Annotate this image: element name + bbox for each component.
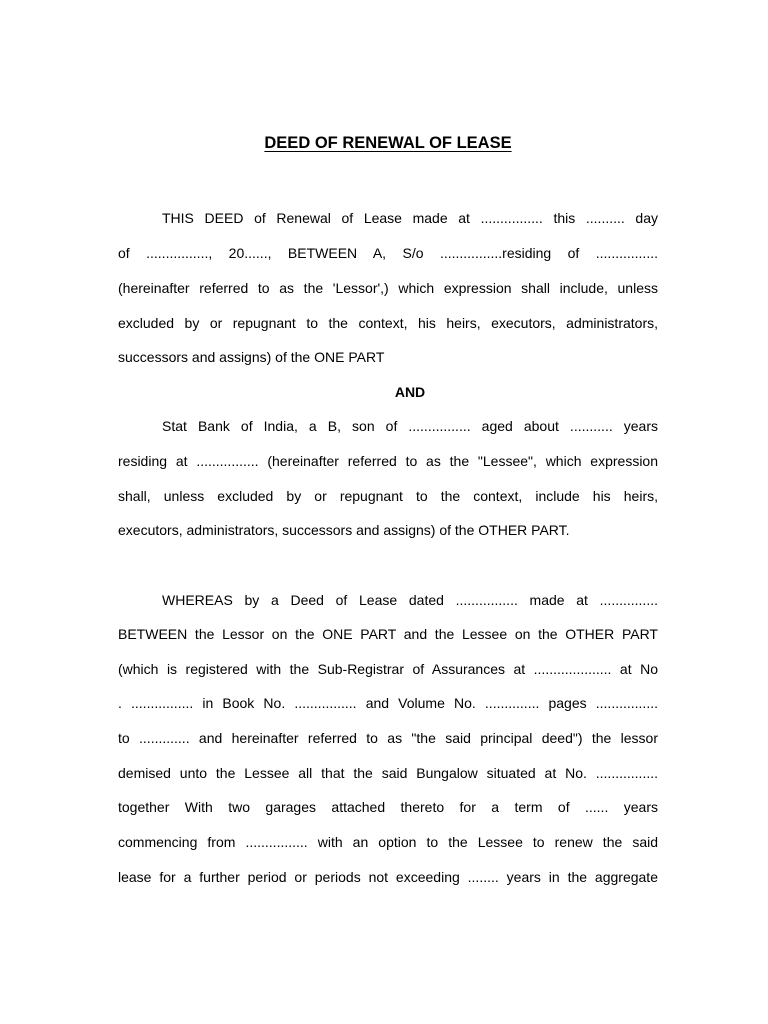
paragraph-line: shall, unless excluded by or repugnant to the context, include his heirs, bbox=[118, 488, 658, 504]
paragraph-line: together With two garages attached thereto for a term of ...... years bbox=[118, 799, 658, 815]
paragraph-line: lease for a further period or periods not exceeding ........ years in the aggregate bbox=[118, 869, 658, 885]
paragraph-line: BETWEEN the Lessor on the ONE PART and the Lessee on the OTHER PART bbox=[118, 626, 658, 642]
paragraph-line: (hereinafter referred to as the 'Lessor',) which expression shall include, unless bbox=[118, 280, 658, 296]
paragraph-line: (which is registered with the Sub-Registrar of Assurances at .................... at No bbox=[118, 661, 658, 677]
paragraph-line: excluded by or repugnant to the context, his heirs, executors, administrators, bbox=[118, 315, 658, 331]
paragraph-line: WHEREAS by a Deed of Lease dated ................ made at ............... bbox=[162, 592, 658, 608]
paragraph-line: to ............. and hereinafter referred to as "the said principal deed") the lessor bbox=[118, 730, 658, 746]
paragraph-line: demised unto the Lessee all that the said Bungalow situated at No. ................ bbox=[118, 765, 658, 781]
paragraph-line: THIS DEED of Renewal of Lease made at ................ this .......... day bbox=[162, 210, 658, 226]
paragraph-line: executors, administrators, successors and assigns) of the OTHER PART. bbox=[118, 522, 570, 538]
and-separator: AND bbox=[394, 384, 426, 400]
paragraph-line: of ................, 20......, BETWEEN A, S/o ................residing of ................ bbox=[118, 245, 658, 261]
paragraph-line: Stat Bank of India, a B, son of ................ aged about ........... years bbox=[162, 418, 658, 434]
document-title: DEED OF RENEWAL OF LEASE bbox=[264, 134, 512, 152]
paragraph-line: . ................ in Book No. ................ and Volume No. .............. pages ................ bbox=[118, 695, 658, 711]
paragraph-line: residing at ................ (hereinafter referred to as the "Lessee", which expression bbox=[118, 453, 658, 469]
paragraph-line: successors and assigns) of the ONE PART bbox=[118, 349, 385, 365]
paragraph-line: commencing from ................ with an option to the Lessee to renew the said bbox=[118, 834, 658, 850]
